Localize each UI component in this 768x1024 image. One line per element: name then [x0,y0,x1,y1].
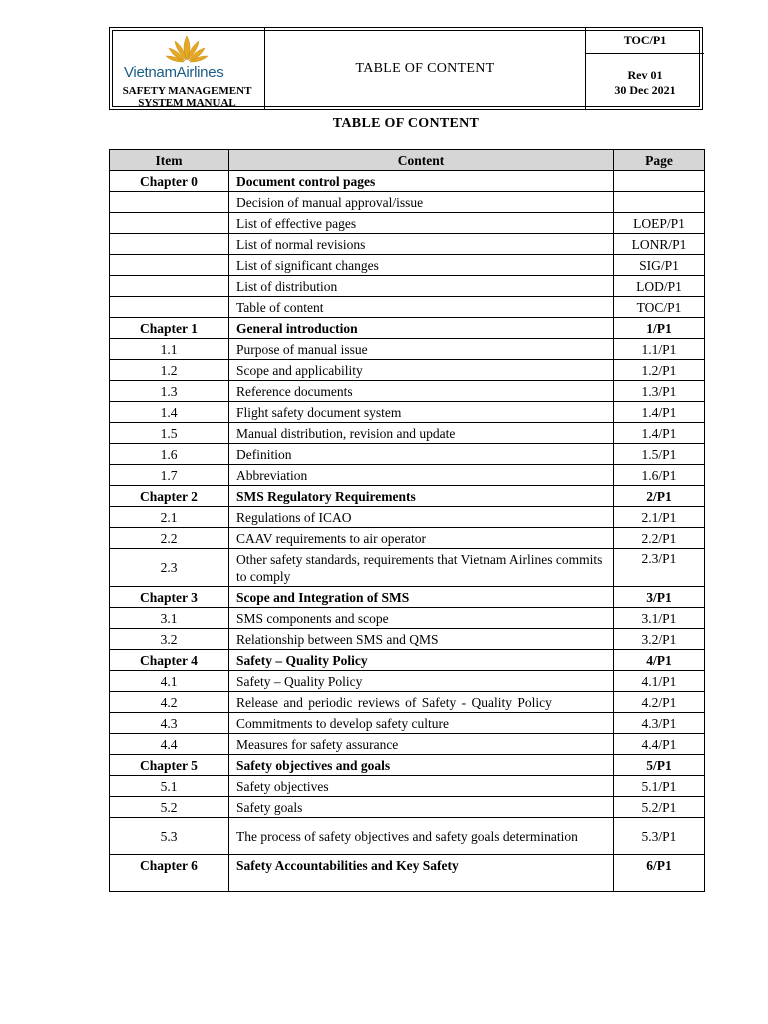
toc-row [110,528,705,549]
toc-item-number: 1.5 [110,423,229,444]
toc-item-title: Reference documents [229,381,614,402]
toc-item-number: Chapter 4 [110,650,229,671]
toc-item-title: SMS Regulatory Requirements [229,486,614,507]
toc-chapter-row [110,486,705,507]
page-title: TABLE OF CONTENT [332,116,480,131]
toc-row [110,465,705,486]
toc-item-number [110,213,229,234]
toc-page-ref: 1.1/P1 [614,339,705,360]
column-header-item: Item [110,150,229,171]
toc-row [110,797,705,818]
toc-item-title: List of distribution [229,276,614,297]
toc-page-ref: 2/P1 [614,486,705,507]
toc-row [110,339,705,360]
manual-name-line2: SYSTEM MANUAL [138,97,236,109]
toc-page-ref [614,171,705,192]
toc-row [110,692,705,713]
toc-chapter-row [110,855,705,892]
toc-page-ref: 6/P1 [614,855,705,892]
toc-page-ref [614,192,705,213]
toc-item-number: 1.2 [110,360,229,381]
toc-item-title: Safety – Quality Policy [229,671,614,692]
toc-item-number: 3.1 [110,608,229,629]
toc-item-number: Chapter 6 [110,855,229,892]
toc-item-number: 1.6 [110,444,229,465]
toc-item-title: SMS components and scope [229,608,614,629]
toc-item-number: 2.2 [110,528,229,549]
toc-page-ref: 5.1/P1 [614,776,705,797]
toc-row [110,213,705,234]
toc-page-ref: 1.2/P1 [614,360,705,381]
toc-item-number: Chapter 1 [110,318,229,339]
toc-item-title: General introduction [229,318,614,339]
toc-item-title: Purpose of manual issue [229,339,614,360]
toc-item-title: Safety – Quality Policy [229,650,614,671]
toc-page-ref: 4.4/P1 [614,734,705,755]
toc-chapter-row [110,171,705,192]
toc-page-ref: 5/P1 [614,755,705,776]
toc-item-number: 4.4 [110,734,229,755]
toc-row [110,444,705,465]
toc-row [110,629,705,650]
toc-page-ref: 2.2/P1 [614,528,705,549]
toc-item-number: 1.4 [110,402,229,423]
toc-page-ref: 1.6/P1 [614,465,705,486]
toc-page-ref: LOD/P1 [614,276,705,297]
toc-page-ref: 4.3/P1 [614,713,705,734]
toc-row [110,402,705,423]
document-header [109,27,703,110]
toc-item-title: The process of safety objectives and safety goals determination [229,818,614,855]
toc-item-title: Document control pages [229,171,614,192]
toc-row [110,549,705,587]
toc-row [110,381,705,402]
toc-row [110,255,705,276]
toc-page-ref: 1.5/P1 [614,444,705,465]
toc-item-title: Abbreviation [229,465,614,486]
revision-number: Rev 01 [627,67,663,82]
toc-item-number: 2.1 [110,507,229,528]
page-reference: TOC/P1 [586,28,704,54]
toc-item-number [110,192,229,213]
header-title: TABLE OF CONTENT [355,60,495,76]
toc-page-ref: 1.4/P1 [614,423,705,444]
toc-item-title: List of normal revisions [229,234,614,255]
toc-page-ref: 1.3/P1 [614,381,705,402]
toc-row [110,734,705,755]
vietnam-airlines-logo [122,34,252,82]
revision-info [586,54,704,111]
toc-item-title: Scope and applicability [229,360,614,381]
toc-row [110,234,705,255]
toc-item-title: Safety objectives and goals [229,755,614,776]
toc-page-ref: 1.4/P1 [614,402,705,423]
toc-item-number [110,297,229,318]
toc-row [110,423,705,444]
header-revision-cell [585,28,704,109]
toc-page-ref: 1/P1 [614,318,705,339]
toc-page-ref: 3/P1 [614,587,705,608]
toc-item-title: Definition [229,444,614,465]
toc-chapter-row [110,318,705,339]
toc-item-number: 4.1 [110,671,229,692]
toc-item-title: Measures for safety assurance [229,734,614,755]
revision-date: 30 Dec 2021 [614,82,676,97]
toc-item-title: Safety Accountabilities and Key Safety [229,855,614,892]
toc-chapter-row [110,587,705,608]
header-logo-cell [110,28,265,109]
toc-table [109,149,705,892]
toc-row [110,297,705,318]
toc-row [110,671,705,692]
toc-page-ref: LONR/P1 [614,234,705,255]
toc-item-number [110,276,229,297]
toc-item-title: Scope and Integration of SMS [229,587,614,608]
toc-item-number: Chapter 5 [110,755,229,776]
toc-item-title: Safety objectives [229,776,614,797]
toc-item-title: Manual distribution, revision and update [229,423,614,444]
toc-item-title: Table of content [229,297,614,318]
toc-row [110,276,705,297]
toc-row [110,192,705,213]
toc-page-ref: TOC/P1 [614,297,705,318]
toc-page-ref: 3.2/P1 [614,629,705,650]
toc-row [110,713,705,734]
toc-item-title: Safety goals [229,797,614,818]
toc-item-title: Flight safety document system [229,402,614,423]
toc-item-number: 1.3 [110,381,229,402]
toc-page-ref: SIG/P1 [614,255,705,276]
toc-item-number: 1.1 [110,339,229,360]
toc-row [110,507,705,528]
toc-page-ref: 4.1/P1 [614,671,705,692]
toc-item-title: List of effective pages [229,213,614,234]
toc-page-ref: 4.2/P1 [614,692,705,713]
toc-page-ref: 4/P1 [614,650,705,671]
toc-page-ref: LOEP/P1 [614,213,705,234]
toc-item-title: Regulations of ICAO [229,507,614,528]
toc-item-number: Chapter 2 [110,486,229,507]
toc-header-row [110,150,705,171]
toc-item-title: CAAV requirements to air operator [229,528,614,549]
toc-item-number: 5.2 [110,797,229,818]
toc-item-title: Decision of manual approval/issue [229,192,614,213]
toc-item-number: 3.2 [110,629,229,650]
toc-item-title: Release and periodic reviews of Safety - Quality Policy [229,692,614,713]
toc-row [110,608,705,629]
toc-item-number: 4.2 [110,692,229,713]
toc-row [110,818,705,855]
toc-item-title: Other safety standards, requirements that Vietnam Airlines commits to comply [229,549,614,587]
toc-chapter-row [110,755,705,776]
toc-row [110,360,705,381]
toc-item-number: 5.1 [110,776,229,797]
toc-page-ref: 3.1/P1 [614,608,705,629]
lotus-icon [122,34,252,64]
toc-item-number [110,234,229,255]
column-header-content: Content [229,150,614,171]
toc-item-number: Chapter 0 [110,171,229,192]
toc-body [110,171,705,892]
column-header-page: Page [614,150,705,171]
toc-page-ref: 5.3/P1 [614,818,705,855]
toc-item-title: List of significant changes [229,255,614,276]
toc-item-number: 4.3 [110,713,229,734]
toc-page-ref: 2.1/P1 [614,507,705,528]
toc-item-number: 1.7 [110,465,229,486]
toc-item-title: Relationship between SMS and QMS [229,629,614,650]
toc-item-title: Commitments to develop safety culture [229,713,614,734]
logo-wordmark: VietnamAirlines [124,64,224,81]
toc-page-ref: 2.3/P1 [614,549,705,587]
toc-chapter-row [110,650,705,671]
toc-item-number: 2.3 [110,549,229,587]
toc-item-number [110,255,229,276]
toc-page-ref: 5.2/P1 [614,797,705,818]
toc-item-number: 5.3 [110,818,229,855]
toc-row [110,776,705,797]
manual-name-line1: SAFETY MANAGEMENT [122,85,252,97]
toc-item-number: Chapter 3 [110,587,229,608]
manual-name [110,85,264,109]
